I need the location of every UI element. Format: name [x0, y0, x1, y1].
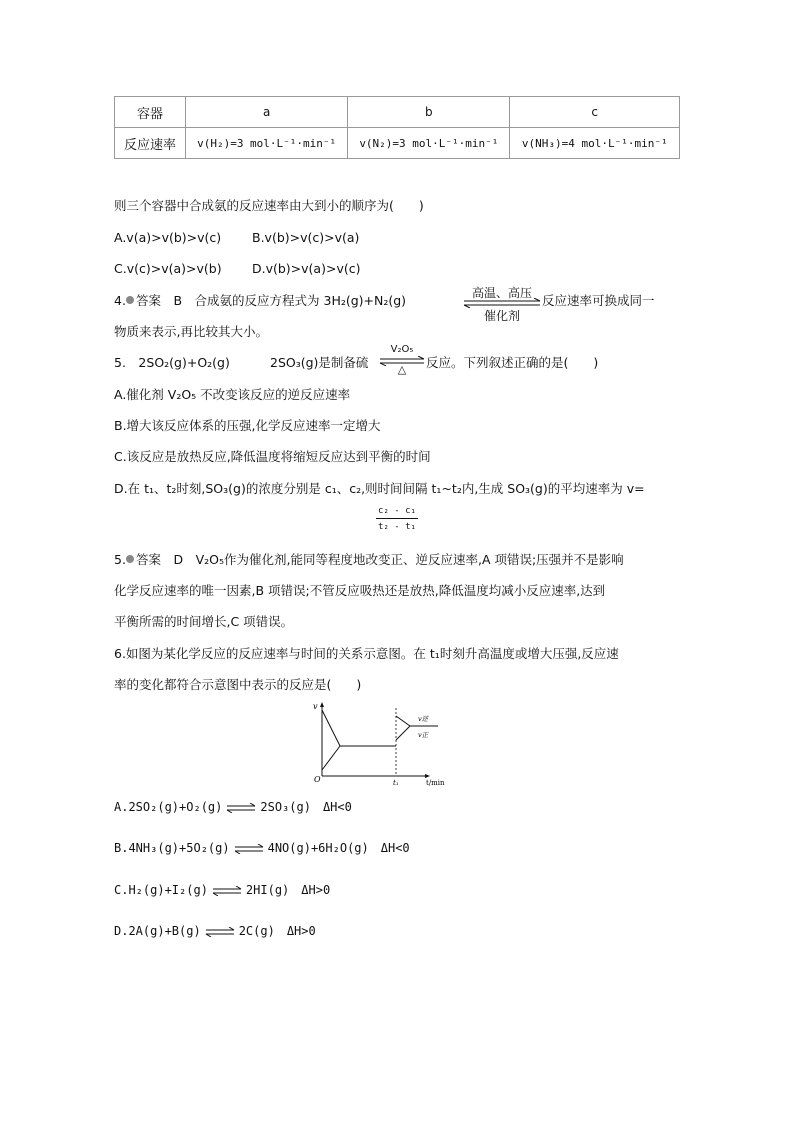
table-col-a: a [186, 97, 348, 128]
fraction-denominator: t₂ - t₁ [378, 522, 416, 532]
graph-x-label: t/min [426, 779, 445, 786]
q6-option-c-right: 2HI(g) ΔH>0 [245, 883, 331, 897]
q4-answer-text: 合成氨的反应方程式为 3H₂(g)+N₂(g) [194, 293, 407, 308]
equilibrium-arrow-icon [205, 927, 235, 937]
q5-stem-1: 5. 2SO₂(g)+O₂(g) [114, 355, 230, 370]
q6-option-d [114, 922, 316, 939]
q5-option-c: C.该反应是放热反应,降低温度将缩短反应达到平衡的时间 [114, 449, 431, 464]
q5-answer-text: V₂O₅作为催化剂,能同等程度地改变正、逆反应速率,A 项错误;压强并不是影响 [195, 552, 624, 567]
graph-y-label: v [313, 702, 318, 711]
q4-arrow-bottom: 催化剂 [483, 309, 520, 323]
q4-stem: 则三个容器中合成氨的反应速率由大到小的顺序为( ) [114, 198, 424, 213]
q4-answer-label: 答案 B [135, 293, 195, 308]
q5-stem-2: 2SO₃(g)是制备硫 [270, 355, 369, 370]
equilibrium-arrow-icon [226, 803, 256, 813]
q6-option-b-left: B.4NH₃(g)+5O₂(g) [114, 841, 230, 855]
q5-option-a: A.催化剂 V₂O₅ 不改变该反应的逆反应速率 [114, 387, 351, 402]
graph-curve-top-label: v逆 [418, 715, 429, 723]
q6-option-a-left: A.2SO₂(g)+O₂(g) [114, 800, 223, 814]
table-row-label: 反应速率 [115, 128, 186, 159]
q4-option-b: B.v(b)>v(c)>v(a) [252, 230, 360, 245]
q5-option-d: D.在 t₁、t₂时刻,SO₃(g)的浓度分别是 c₁、c₂,则时间间隔 t₁~t₂内,生成 SO₃(g)的平均速率为 v= [114, 481, 645, 496]
table-header-row [115, 97, 680, 128]
answer-icon [126, 296, 134, 304]
rate-time-graph [310, 700, 460, 786]
q6-option-b [114, 839, 410, 856]
q4-arrow-top: 高温、高压 [471, 286, 532, 300]
fraction-numerator: c₂ - c₁ [378, 506, 416, 516]
q6-option-b-right: 4NO(g)+6H₂O(g) ΔH<0 [267, 841, 410, 855]
q4-answer-prefix: 4. [114, 293, 126, 308]
q4-option-d: D.v(b)>v(a)>v(c) [252, 261, 361, 276]
q6-stem-1: 6.如图为某化学反应的反应速率与时间的关系示意图。在 t₁时刻升高温度或增大压强,反应速 [114, 646, 619, 661]
q4-option-a: A.v(a)>v(b)>v(c) [114, 230, 222, 245]
q5-answer-label: 答案 D [135, 552, 196, 567]
q4-answer-line [114, 293, 406, 309]
equilibrium-arrow-icon [212, 886, 242, 896]
table-header-label: 容器 [115, 97, 186, 128]
q5-answer-prefix: 5. [114, 552, 126, 567]
q6-option-c-left: C.H₂(g)+I₂(g) [114, 883, 208, 897]
q5-stem-3: 反应。下列叙述正确的是( ) [426, 355, 599, 370]
q5-answer-line-2: 化学反应速率的唯一因素,B 项错误;不管反应吸热还是放热,降低温度均减小反应速率,达到 [114, 583, 606, 598]
q4-option-c: C.v(c)>v(a)>v(b) [114, 261, 222, 276]
v-reverse-curve-after [396, 716, 438, 726]
graph-curve-bottom-label: v正 [418, 731, 429, 739]
table-col-b: b [348, 97, 510, 128]
q6-option-a-right: 2SO₃(g) ΔH<0 [260, 800, 352, 814]
q6-option-d-left: D.2A(g)+B(g) [114, 924, 201, 938]
table-cell: v(H₂)=3 mol·L⁻¹·min⁻¹ [186, 128, 348, 159]
table-cell: v(N₂)=3 mol·L⁻¹·min⁻¹ [348, 128, 510, 159]
v-forward-curve-before [322, 710, 396, 746]
q5-arrow-bottom: △ [397, 363, 407, 376]
q6-option-a [114, 798, 352, 815]
table-row [115, 128, 680, 159]
q5-answer-line [114, 552, 624, 568]
q4-answer-text-2: 反应速率可换成同一 [542, 293, 655, 308]
graph-origin: O [314, 775, 321, 784]
table-cell: v(NH₃)=4 mol·L⁻¹·min⁻¹ [510, 128, 680, 159]
v-forward-curve-after [396, 726, 410, 740]
answer-icon [126, 555, 134, 563]
graph-t1-label: t₁ [393, 779, 399, 786]
q5-option-b: B.增大该反应体系的压强,化学反应速率一定增大 [114, 418, 381, 433]
v-reverse-curve-before [322, 746, 340, 770]
fraction-bar [376, 518, 418, 519]
rate-table [114, 96, 680, 159]
q6-option-c [114, 881, 330, 898]
q5-answer-line-3: 平衡所需的时间增长,C 项错误。 [114, 614, 294, 629]
equilibrium-arrow-icon [234, 844, 264, 854]
q6-stem-2: 率的变化都符合示意图中表示的反应是( ) [114, 677, 362, 692]
q5-arrow-top: V₂O₅ [390, 344, 414, 355]
q4-answer-text-3: 物质来表示,再比较其大小。 [114, 324, 268, 339]
table-col-c: c [510, 97, 680, 128]
q6-option-d-right: 2C(g) ΔH>0 [238, 924, 316, 938]
